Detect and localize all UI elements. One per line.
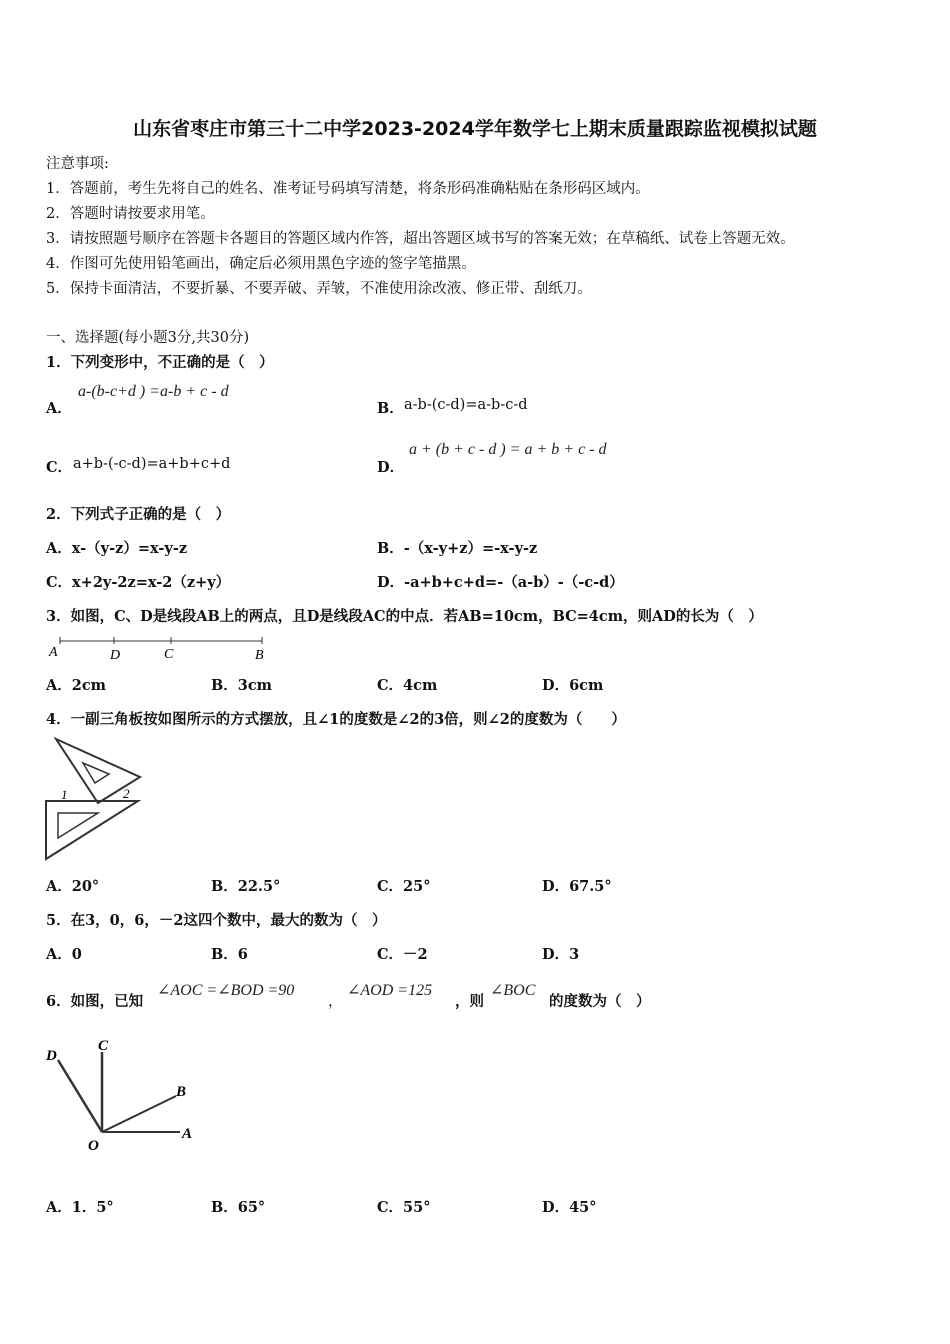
q4-option-d: D．67.5°	[542, 878, 612, 895]
q5-option-d: D．3	[542, 946, 580, 963]
q2-option-d: D．-a+b+c+d=-（a-b）-（-c-d）	[377, 574, 624, 591]
q5-option-c: C．－2	[377, 946, 428, 963]
q1-option-b-label: B．	[377, 400, 404, 417]
label-d: D	[46, 1048, 57, 1064]
ray-od	[58, 1060, 102, 1132]
notice-item: 5．保持卡面清洁，不要折暴、不要弄破、弄皱，不准使用涂改液、修正带、刮纸刀。	[46, 281, 592, 297]
q6-angle-figure	[40, 1030, 210, 1160]
q4-option-c: C．25°	[377, 878, 431, 895]
q2-option-a: A．x-（y-z）=x-y-z	[46, 540, 188, 557]
q6-stem-prefix: 6．如图，已知	[46, 993, 144, 1010]
q5-stem: 5．在3，0，6，－2这四个数中，最大的数为（ ）	[46, 912, 387, 929]
q6-formula-boc: ∠BOC	[490, 982, 536, 999]
q1-option-a-label: A．	[46, 400, 72, 417]
label-o: O	[88, 1138, 99, 1154]
notice-item: 1．答题前，考生先将自己的姓名、准考证号码填写清楚，将条形码准确粘贴在条形码区域内。	[46, 181, 650, 197]
q6-option-b: B．65°	[211, 1199, 266, 1216]
q4-option-a: A．20°	[46, 878, 100, 895]
q1-option-d-label: D．	[377, 459, 405, 476]
notice-item: 2．答题时请按要求用笔。	[46, 206, 215, 222]
label-a: A	[182, 1126, 193, 1142]
q6-formula-aod: ∠AOD =125	[347, 982, 433, 999]
q1-option-c-label: C．	[46, 459, 73, 476]
q5-option-b: B．6	[211, 946, 248, 963]
q2-stem: 2．下列式子正确的是（ ）	[46, 506, 231, 523]
q1-option-c-text: a+b-(-c-d)=a+b+c+d	[73, 456, 231, 472]
q1-option-a-formula: a-(b-c+d ) =a-b + c - d	[78, 383, 229, 400]
page-title: 山东省枣庄市第三十二中学2023-2024学年数学七上期末质量跟踪监视模拟试题	[133, 118, 817, 140]
q4-triangle-figure	[40, 735, 150, 865]
q4-option-b: B．22.5°	[211, 878, 281, 895]
ray-ob	[102, 1096, 176, 1132]
q3-segment-figure	[46, 634, 276, 664]
upper-triangle-inner	[83, 763, 109, 783]
q3-option-b: B．3cm	[211, 677, 273, 694]
q6-formula-aoc-bod: ∠AOC =∠BOD =90	[157, 982, 295, 999]
lower-triangle-inner	[58, 813, 98, 838]
label-c: C	[98, 1038, 109, 1054]
q1-option-d-formula: a + (b + c - d ) = a + b + c - d	[409, 441, 607, 458]
section-heading: 一、选择题(每小题3分,共30分)	[46, 330, 250, 346]
q6-separator: ，则	[455, 993, 484, 1010]
q6-option-a: A．1．5°	[46, 1199, 114, 1216]
q1-stem: 1．下列变形中，不正确的是（ ）	[46, 354, 274, 371]
q3-option-d: D．6cm	[542, 677, 604, 694]
q5-option-a: A．0	[46, 946, 82, 963]
q2-option-b: B．-（x-y+z）=-x-y-z	[377, 540, 538, 557]
lower-triangle	[46, 801, 138, 859]
q6-option-d: D．45°	[542, 1199, 597, 1216]
label-a: A	[49, 645, 58, 660]
q6-option-c: C．55°	[377, 1199, 431, 1216]
label-d: D	[110, 648, 121, 663]
q4-stem: 4．一副三角板按如图所示的方式摆放，且∠1的度数是∠2的3倍，则∠2的度数为（ ）	[46, 711, 626, 728]
label-b: B	[255, 648, 264, 663]
q2-option-c: C．x+2y-2z=x-2（z+y）	[46, 574, 231, 591]
label-c: C	[164, 647, 174, 662]
q1-option-b-text: a-b-(c-d)=a-b-c-d	[404, 397, 528, 413]
q6-stem-suffix: 的度数为（ ）	[549, 993, 651, 1010]
angle-1-label: 1	[61, 787, 68, 802]
q3-option-c: C．4cm	[377, 677, 438, 694]
q3-stem: 3．如图，C、D是线段AB上的两点，且D是线段AC的中点．若AB=10cm，BC=4cm，则AD的长为（ ）	[46, 608, 763, 625]
q6-separator: ，	[328, 994, 343, 1010]
label-b: B	[176, 1084, 187, 1100]
q3-option-a: A．2cm	[46, 677, 107, 694]
angle-2-label: 2	[123, 786, 130, 801]
notice-item: 4．作图可先使用铅笔画出，确定后必须用黑色字迹的签字笔描黑。	[46, 256, 476, 272]
notice-item: 3．请按照题号顺序在答题卡各题目的答题区域内作答，超出答题区域书写的答案无效；在草稿纸、试卷上答题无效。	[46, 231, 795, 247]
notice-heading: 注意事项:	[46, 156, 109, 172]
